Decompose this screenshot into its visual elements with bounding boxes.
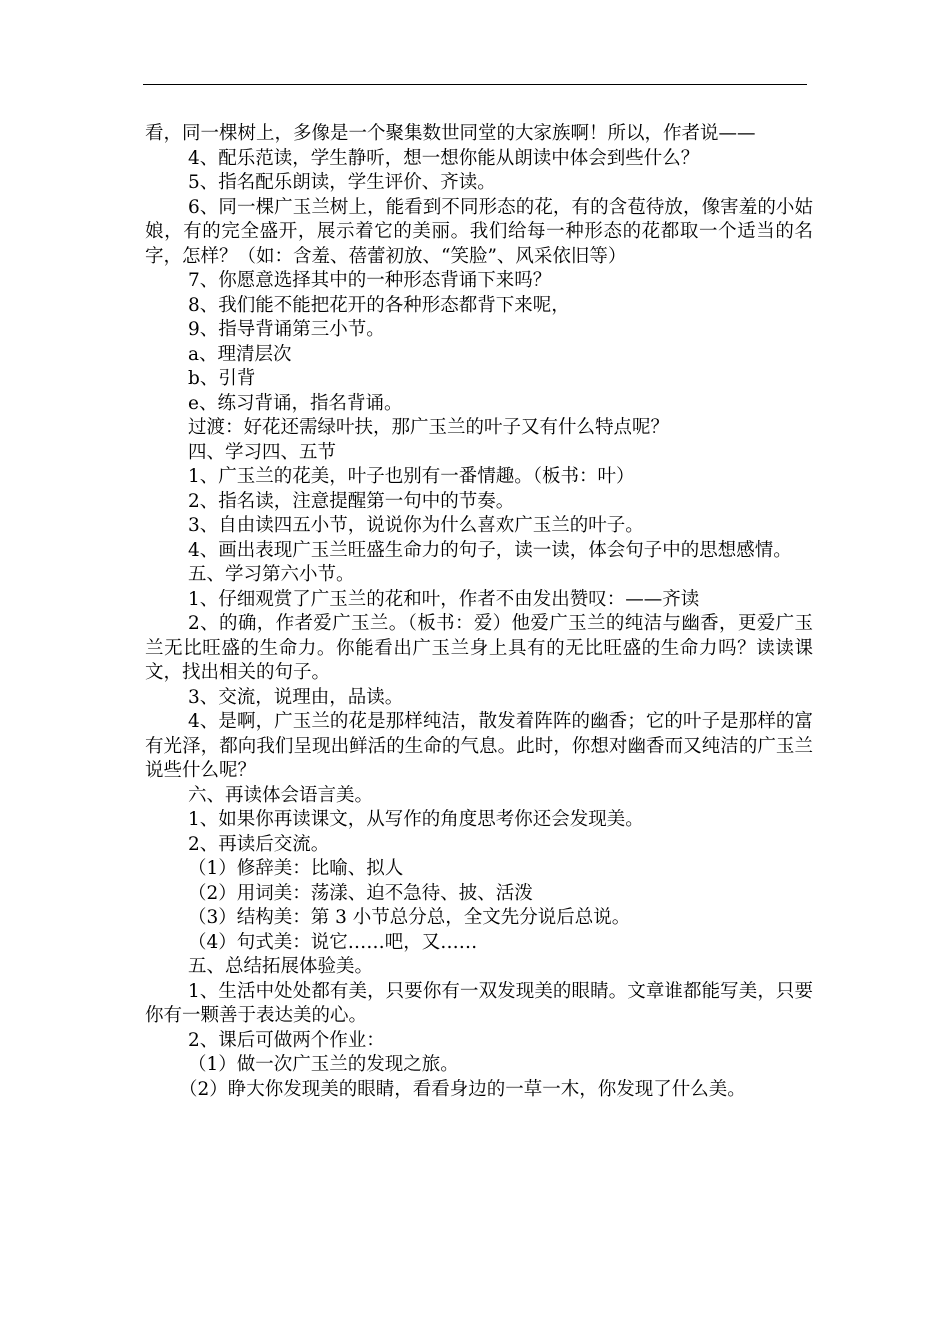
paragraph: 过渡：好花还需绿叶扶，那广玉兰的叶子又有什么特点呢？ <box>188 417 670 438</box>
paragraph: 2、的确，作者爱广玉兰。（板书：爱）他爱广玉兰的纯洁与幽香，更爱广玉兰无比旺盛的生命力。你能看出广玉兰身上具有的无比旺盛的生命力吗？读读课文，找出相关的句子。 <box>145 613 813 683</box>
paragraph: （3）结构美：第 3 小节总分总，全文先分说后总说。 <box>188 907 631 928</box>
paragraph: 3、自由读四五小节，说说你为什么喜欢广玉兰的叶子。 <box>188 515 644 536</box>
paragraph: 2、课后可做两个作业： <box>188 1029 385 1051</box>
paragraph: a、理清层次 <box>188 343 292 365</box>
paragraph: 6、同一棵广玉兰树上，能看到不同形态的花，有的含苞待放，像害羞的小姑娘，有的完全盛开，展示着它的美丽。我们给每一种形态的花都取一个适当的名字，怎样？（如：含羞、蓓蕾初放、“笑脸”、风采依旧等） <box>145 196 813 267</box>
paragraph: 1、广玉兰的花美，叶子也别有一番情趣。（板书：叶） <box>188 466 635 487</box>
header-rule <box>143 84 807 85</box>
paragraph: 5、指名配乐朗读，学生评价、齐读。 <box>188 172 496 193</box>
paragraph: 4、是啊，广玉兰的花是那样纯洁，散发着阵阵的幽香；它的叶子是那样的富有光泽，都向我们呈现出鲜活的生命的气息。此时，你想对幽香而又纯洁的广玉兰说些什么呢？ <box>145 711 813 781</box>
section-heading: 四、学习四、五节 <box>188 441 337 463</box>
section-heading: 六、再读体会语言美。 <box>188 784 374 806</box>
paragraph: 看，同一棵树上，多像是一个聚集数世同堂的大家族啊！所以，作者说—— <box>145 123 756 144</box>
paragraph: b、引背 <box>188 368 256 389</box>
paragraph: 1、仔细观赏了广玉兰的花和叶，作者不由发出赞叹：——齐读 <box>188 588 700 610</box>
paragraph: 4、配乐范读，学生静听，想一想你能从朗读中体会到些什么？ <box>188 147 700 169</box>
paragraph: （2）睁大你发现美的眼睛，看看身边的一草一木，你发现了什么美。 <box>179 1078 746 1100</box>
paragraph: （2）用词美：荡漾、迫不急待、披、活泼 <box>188 882 533 904</box>
paragraph: 9、指导背诵第三小节。 <box>188 319 385 340</box>
paragraph: 2、再读后交流。 <box>188 833 330 855</box>
section-heading: 五、总结拓展体验美。 <box>188 956 374 977</box>
document-body <box>145 122 813 1102</box>
paragraph: 7、你愿意选择其中的一种形态背诵下来吗？ <box>188 270 552 291</box>
paragraph: 2、指名读，注意提醒第一句中的节奏。 <box>188 490 515 512</box>
paragraph: 4、画出表现广玉兰旺盛生命力的句子，读一读，体会句子中的思想感情。 <box>188 539 792 561</box>
paragraph: （1）做一次广玉兰的发现之旅。 <box>188 1054 459 1075</box>
paragraph: 8、我们能不能把花开的各种形态都背下来呢， <box>188 294 570 316</box>
paragraph: 1、如果你再读课文，从写作的角度思考你还会发现美。 <box>188 809 644 830</box>
paragraph: e、练习背诵，指名背诵。 <box>188 392 403 414</box>
paragraph: （4）句式美：说它……吧，又…… <box>188 931 478 953</box>
paragraph: 3、交流，说理由，品读。 <box>188 686 404 708</box>
section-heading: 五、学习第六小节。 <box>188 564 355 585</box>
paragraph: 1、生活中处处都有美，只要你有一双发现美的眼睛。文章谁都能写美，只要你有一颗善于表达美的心。 <box>145 980 813 1026</box>
paragraph: （1）修辞美：比喻、拟人 <box>188 858 404 879</box>
